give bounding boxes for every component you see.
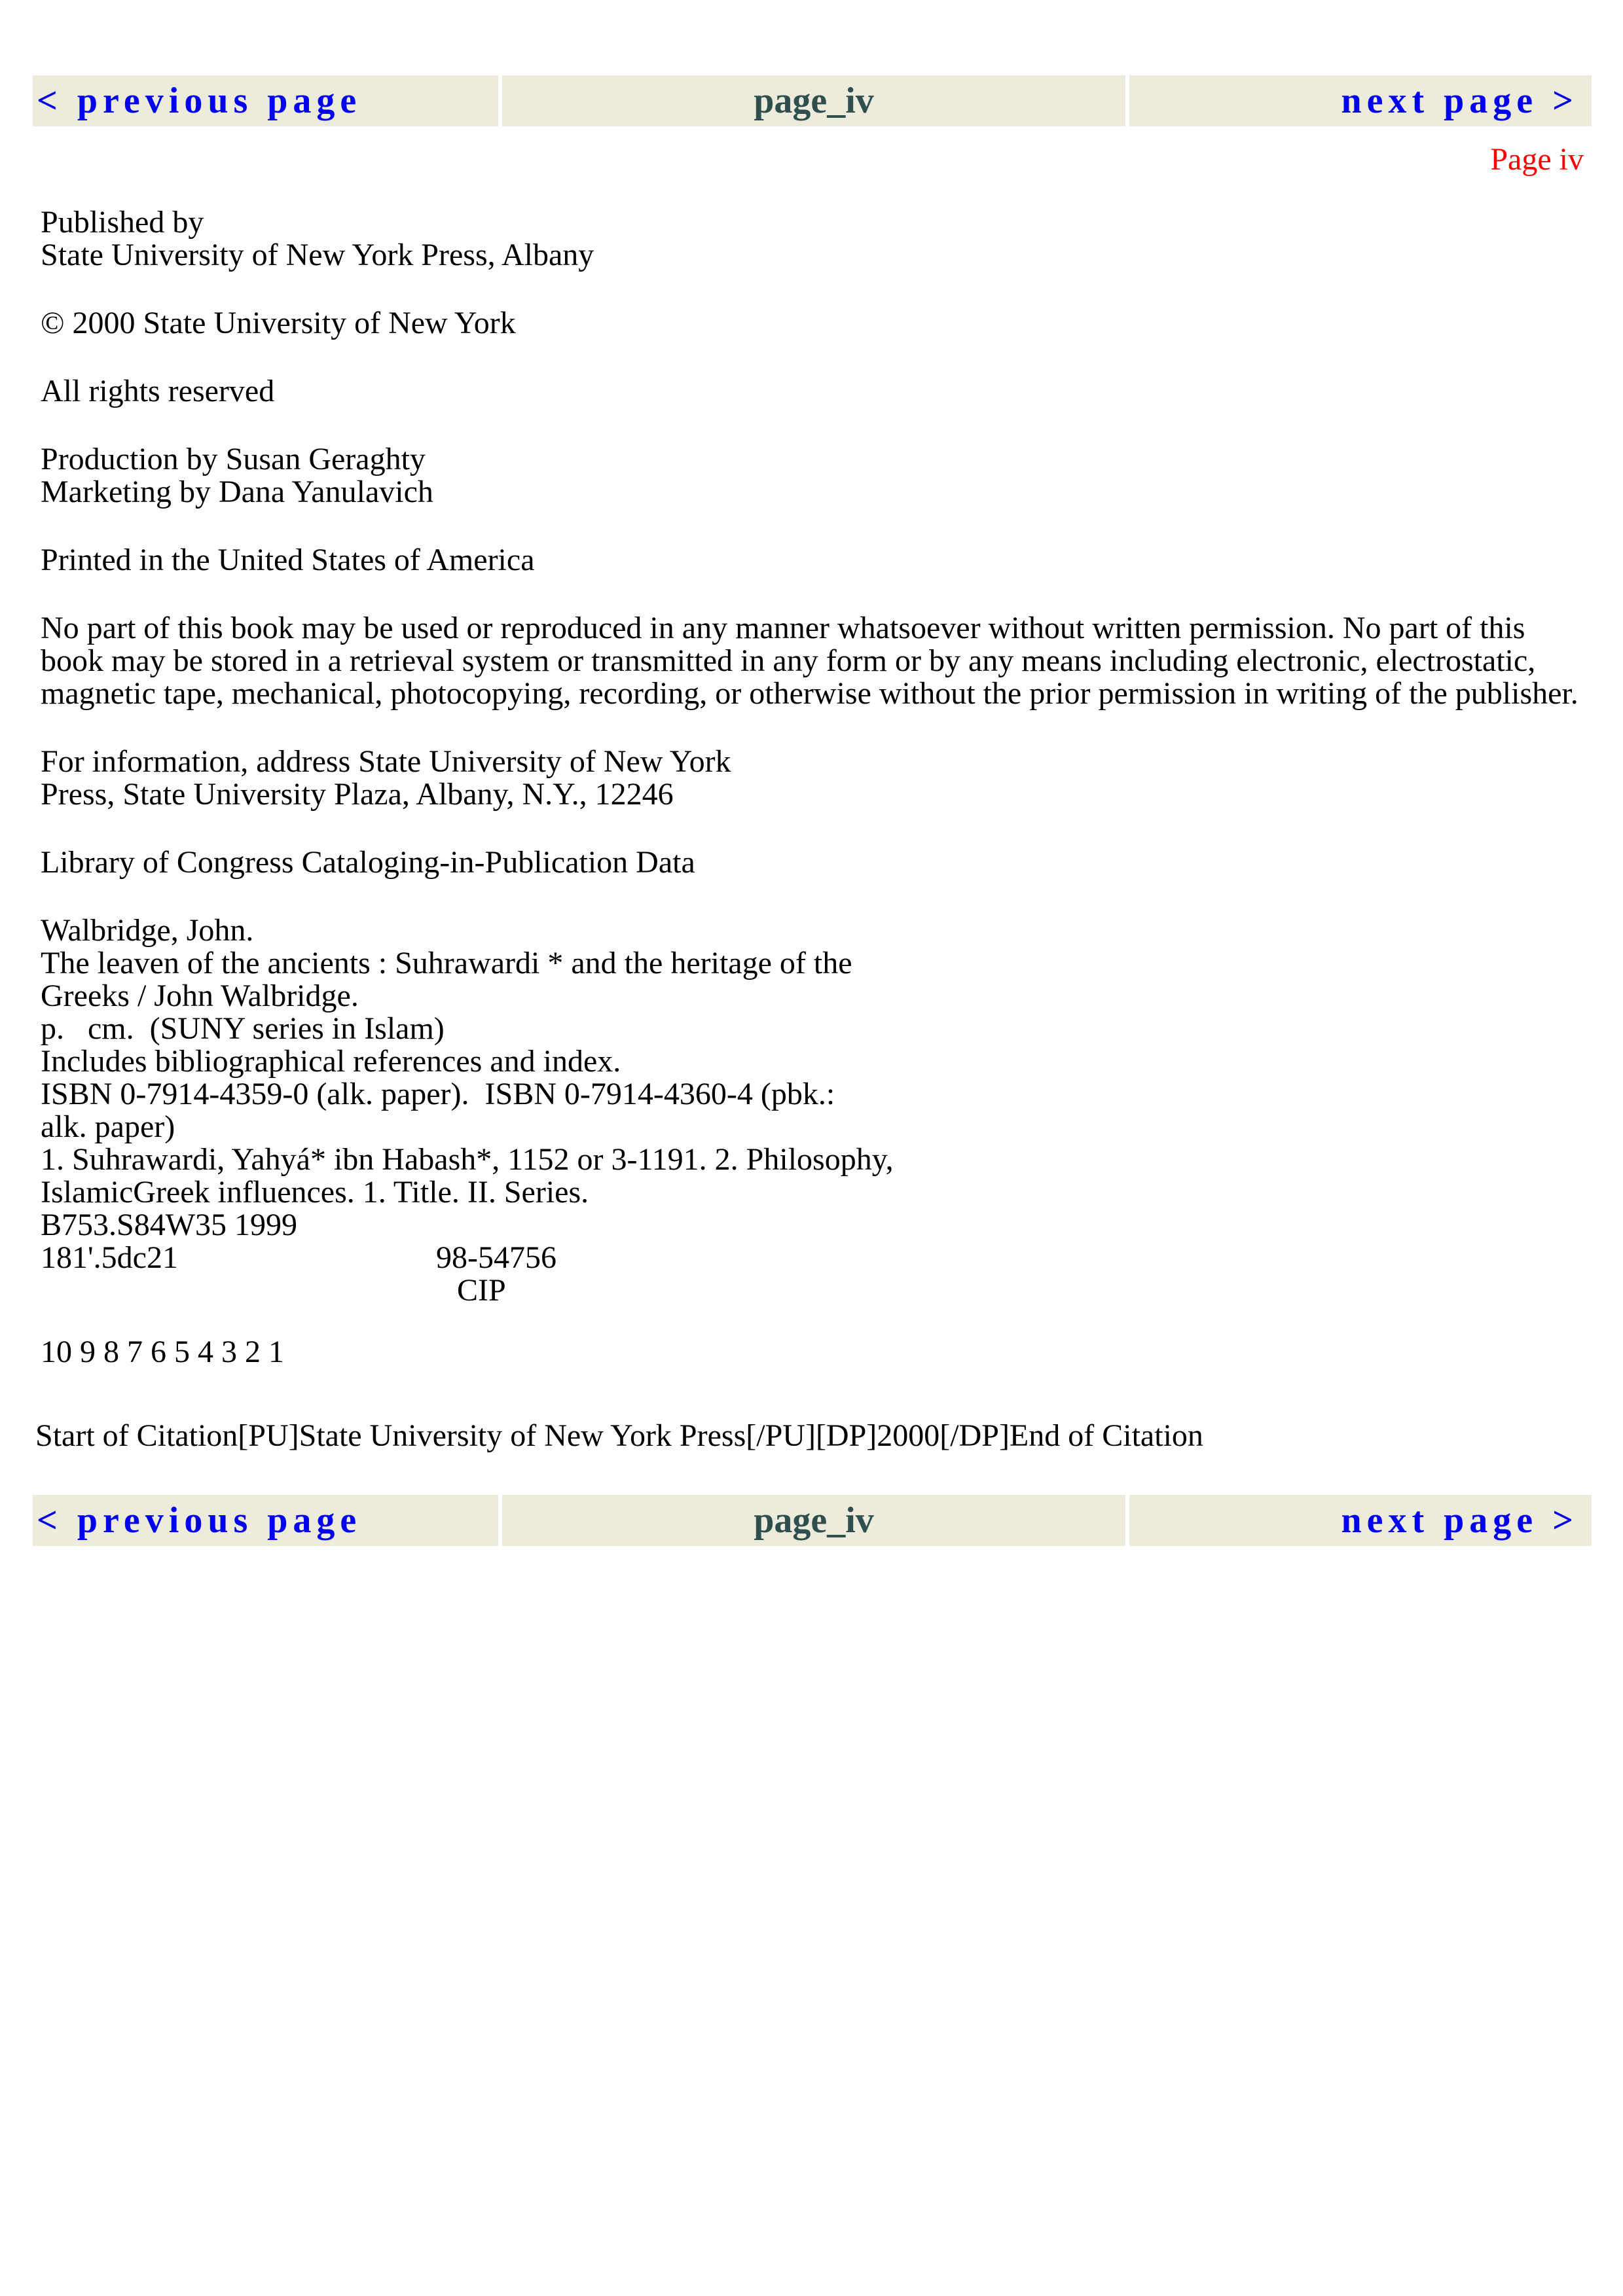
next-page-link[interactable]: next page > — [1129, 75, 1592, 126]
production-credit: Production by Susan Geraghty — [41, 442, 426, 476]
catalog-cip: CIP — [457, 1273, 506, 1308]
previous-page-link[interactable]: < previous page — [33, 1495, 498, 1546]
previous-page-link[interactable]: < previous page — [33, 75, 498, 126]
marketing-credit: Marketing by Dana Yanulavich — [41, 475, 433, 509]
copyright-notice: © 2000 State University of New York — [41, 306, 516, 340]
catalog-lc-class: B753.S84W35 1999 — [41, 1208, 298, 1242]
printed-notice: Printed in the United States of America — [41, 543, 535, 577]
information-block — [41, 745, 1579, 811]
permission-notice: No part of this book may be used or reproduced in any manner whatsoever without written permission. No part of this book may be stored in a retrieval system or transmitted in any form or by any means including electronic, electrostatic, magnetic tape, mechanical, photocopying, recording, or otherwise without the prior permission in writing of the publisher. — [41, 611, 1578, 711]
catalog-isbn-line-1: ISBN 0-7914-4359-0 (alk. paper). ISBN 0-7914-4360-4 (pbk.: — [41, 1077, 835, 1111]
current-page-label: page_iv — [502, 1495, 1125, 1546]
current-page-label: page_iv — [502, 75, 1125, 126]
catalog-dewey: 181'.5dc21 — [41, 1240, 178, 1275]
next-page-link[interactable]: next page > — [1129, 1495, 1592, 1546]
printing-line: 10 9 8 7 6 5 4 3 2 1 — [41, 1335, 284, 1369]
publisher-block — [41, 206, 1579, 272]
catalog-isbn-line-2: alk. paper) — [41, 1109, 175, 1144]
top-navigation-bar — [33, 75, 1592, 126]
bottom-navigation-bar — [33, 1495, 1592, 1546]
catalog-title-line-2: Greeks / John Walbridge. — [41, 978, 359, 1013]
catalog-author: Walbridge, John. — [41, 913, 254, 948]
catalog-lccn: 98-54756 — [436, 1240, 556, 1275]
rights-notice: All rights reserved — [41, 374, 275, 408]
catalog-title-line-1: The leaven of the ancients : Suhrawardi * and the heritage of the — [41, 946, 852, 980]
publisher-line-1: Published by — [41, 205, 204, 240]
catalog-subjects-line-2: IslamicGreek influences. 1. Title. II. Series. — [41, 1175, 589, 1210]
information-line-1: For information, address State University of New York — [41, 744, 731, 779]
copyright-page-content — [41, 206, 1579, 1369]
catalog-physical-description: p. cm. (SUNY series in Islam) — [41, 1011, 445, 1046]
catalog-notes: Includes bibliographical references and index. — [41, 1044, 621, 1079]
catalog-subjects-line-1: 1. Suhrawardi, Yahyá* ibn Habash*, 1152 or 3-1191. 2. Philosophy, — [41, 1142, 894, 1177]
credits-block — [41, 443, 1579, 509]
cip-heading: Library of Congress Cataloging-in-Publication Data — [41, 845, 695, 880]
citation-line: Start of Citation[PU]State University of New York Press[/PU][DP]2000[/DP]End of Citation — [35, 1418, 1203, 1453]
catalog-classification-row — [41, 1242, 1579, 1274]
information-line-2: Press, State University Plaza, Albany, N.Y., 12246 — [41, 777, 674, 812]
page-number-tag: Page iv — [1490, 142, 1584, 177]
catalog-record — [41, 914, 1579, 1307]
publisher-line-2: State University of New York Press, Albany — [41, 238, 594, 272]
